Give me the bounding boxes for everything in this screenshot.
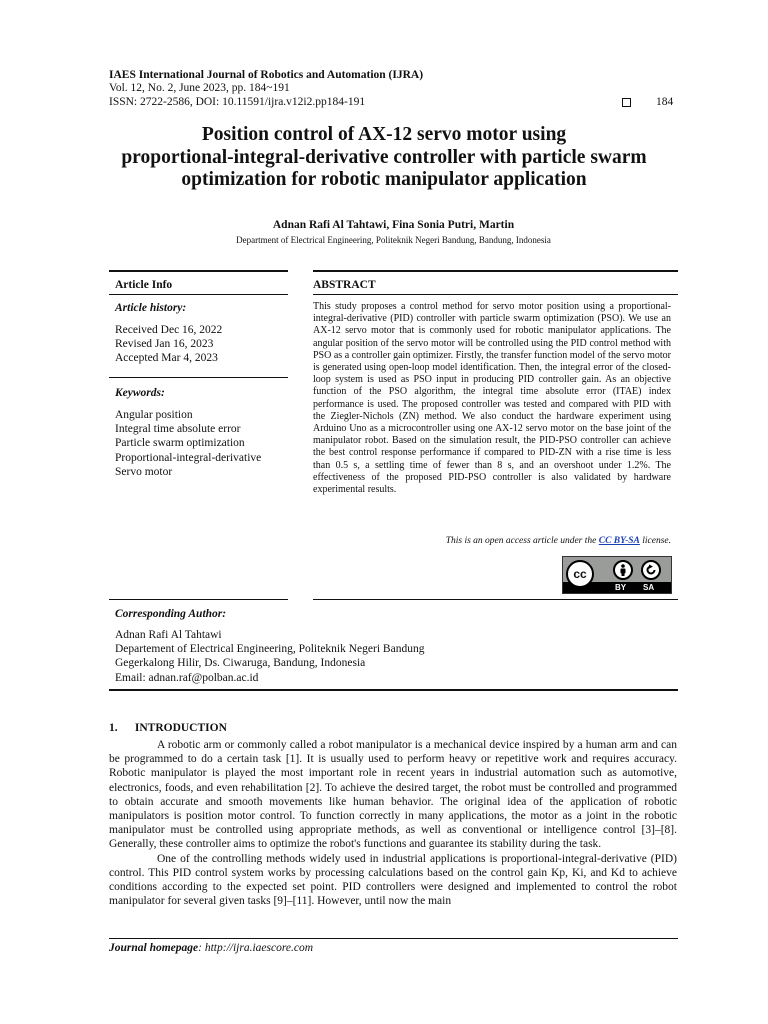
history-list	[115, 323, 222, 366]
keyword-item: Particle swarm optimization	[115, 437, 245, 450]
paragraph: A robotic arm or commonly called a robot manipulator is a mechanical device inspired by a human arm and can be programmed to do a certain task [1]. It is usually used to perform heavy or repetitive work and requires accuracy. Robotic manipulator is played the most important role in recent years in industrial automation such as automotive, electronics, foods, and even rehabilitation [2]. To achieve the desired target, the robot must be controlled and programmed to obtain accurate and smooth movements like human behavior. The original idea of the application of robotic manipulators is position motor control. To function correctly in many applications, the motor as a joint in the robotic manipulator must be controlled using appropriate methods, as well as conventional or intelligence control [3]–[8]. Generally, these controller aims to optimize the robot's functions and guarantee its stability during the task.	[109, 739, 677, 851]
corresponding-line: Gegerkalong Hilir, Ds. Ciwaruga, Bandung, Indonesia	[115, 657, 366, 670]
homepage-url[interactable]: : http://ijra.iaescore.com	[198, 942, 314, 954]
license-link[interactable]: CC BY-SA	[598, 536, 640, 546]
title-line: Position control of AX-12 servo motor using	[201, 124, 567, 145]
history-item: Revised Jan 16, 2023	[115, 338, 214, 351]
corresponding-details	[115, 628, 424, 685]
journal-homepage	[109, 942, 313, 954]
affiliation: Department of Electrical Engineering, Politeknik Negeri Bandung, Bandung, Indonesia	[236, 235, 551, 245]
attribution-icon	[613, 560, 633, 580]
history-item: Accepted Mar 4, 2023	[115, 352, 218, 365]
divider	[109, 270, 288, 272]
divider	[109, 689, 678, 691]
history-item: Received Dec 16, 2022	[115, 324, 223, 336]
abstract-text: This study proposes a control method for servo motor position using a proportional-integral-derivative (PID) controller with particle swarm optimization (PSO). We use an AX-12 servo motor that is commonly used for robotic manipulator applications. The angular position of the servo motor will be controlled using the PID control method with PSO as a controller gain optimizer. Firstly, the transfer function model of the servo motor is generated using open-loop model identification. Then, the integral error of the closed-loop system is used as PSO input in producing PID controller gain. As an objective function of the PSO algorithm, the integral time absolute error (ITAE) index performance is used. The proposed controller was tested and compared with PID with the Ziegler-Nichols (ZN) method. We also conduct the hardware experiment using Arduino Uno as a microcontroller using one AX-12 servo motor on the base joint of the manipulator robot. Based on the simulation result, the PID-PSO controller can achieve the best control response performance if compared to PID-ZN with a rise time is less than 0.5 s, a settling time of fewer than 8 s, and an overshoot under 1.2%. The effectiveness of the proposed PID-PSO controller is also validated by hardware experimental results.	[313, 301, 671, 496]
divider	[109, 294, 288, 295]
cc-logo-icon: cc	[566, 560, 594, 588]
issn-line: ISSN: 2722-2586, DOI: 10.11591/ijra.v12i2.pp184-191	[109, 96, 366, 108]
open-access-prefix: This is an open access article under the	[445, 536, 599, 546]
intro-body	[109, 738, 677, 908]
abstract-heading: ABSTRACT	[313, 279, 376, 291]
corresponding-line: Departement of Electrical Engineering, Politeknik Negeri Bandung	[115, 643, 425, 656]
page-number: 184	[656, 96, 674, 108]
keyword-item: Angular position	[115, 409, 193, 421]
divider	[313, 599, 678, 600]
article-info-heading: Article Info	[115, 279, 173, 291]
keywords-list	[115, 408, 261, 479]
volume-line: Vol. 12, No. 2, June 2023, pp. 184~191	[109, 82, 290, 94]
homepage-label: Journal homepage	[109, 942, 199, 954]
keyword-item: Integral time absolute error	[115, 423, 241, 436]
title-line: optimization for robotic manipulator application	[181, 169, 587, 190]
sa-label: SA	[643, 583, 655, 592]
section-heading: 1. INTRODUCTION	[109, 722, 227, 734]
keyword-item: Servo motor	[115, 465, 173, 478]
divider	[109, 599, 288, 600]
divider	[313, 294, 678, 295]
by-label: BY	[615, 583, 627, 592]
history-label: Article history:	[115, 302, 187, 314]
divider	[313, 270, 678, 272]
journal-title: IAES International Journal of Robotics and Automation (IJRA)	[109, 69, 424, 81]
corresponding-label: Corresponding Author:	[115, 608, 227, 620]
keywords-label: Keywords:	[115, 387, 165, 399]
cc-by-sa-badge[interactable]	[562, 556, 672, 594]
divider	[109, 377, 288, 378]
corresponding-line: Email: adnan.raf@polban.ac.id	[115, 671, 259, 684]
open-access-note	[313, 536, 671, 546]
square-bullet-icon	[622, 98, 631, 107]
paragraph: One of the controlling methods widely used in industrial applications is proportional-integral-derivative (PID) control. This PID control system works by processing calculations based on the control gain Kp, Ki, and Kd to achieve conditions according to the expected set point. PID controllers were designed and implemented to control the robot manipulator for several given tasks [9]–[11]. However, until now the main	[109, 852, 677, 908]
paper-title	[90, 124, 678, 192]
footer-divider	[109, 938, 678, 939]
authors: Adnan Rafi Al Tahtawi, Fina Sonia Putri, Martin	[272, 219, 515, 231]
title-line: proportional-integral-derivative controller with particle swarm	[121, 146, 647, 168]
share-alike-icon	[641, 560, 661, 580]
keyword-item: Proportional-integral-derivative	[115, 451, 262, 464]
open-access-suffix: license.	[639, 536, 671, 546]
corresponding-line: Adnan Rafi Al Tahtawi	[115, 629, 222, 641]
